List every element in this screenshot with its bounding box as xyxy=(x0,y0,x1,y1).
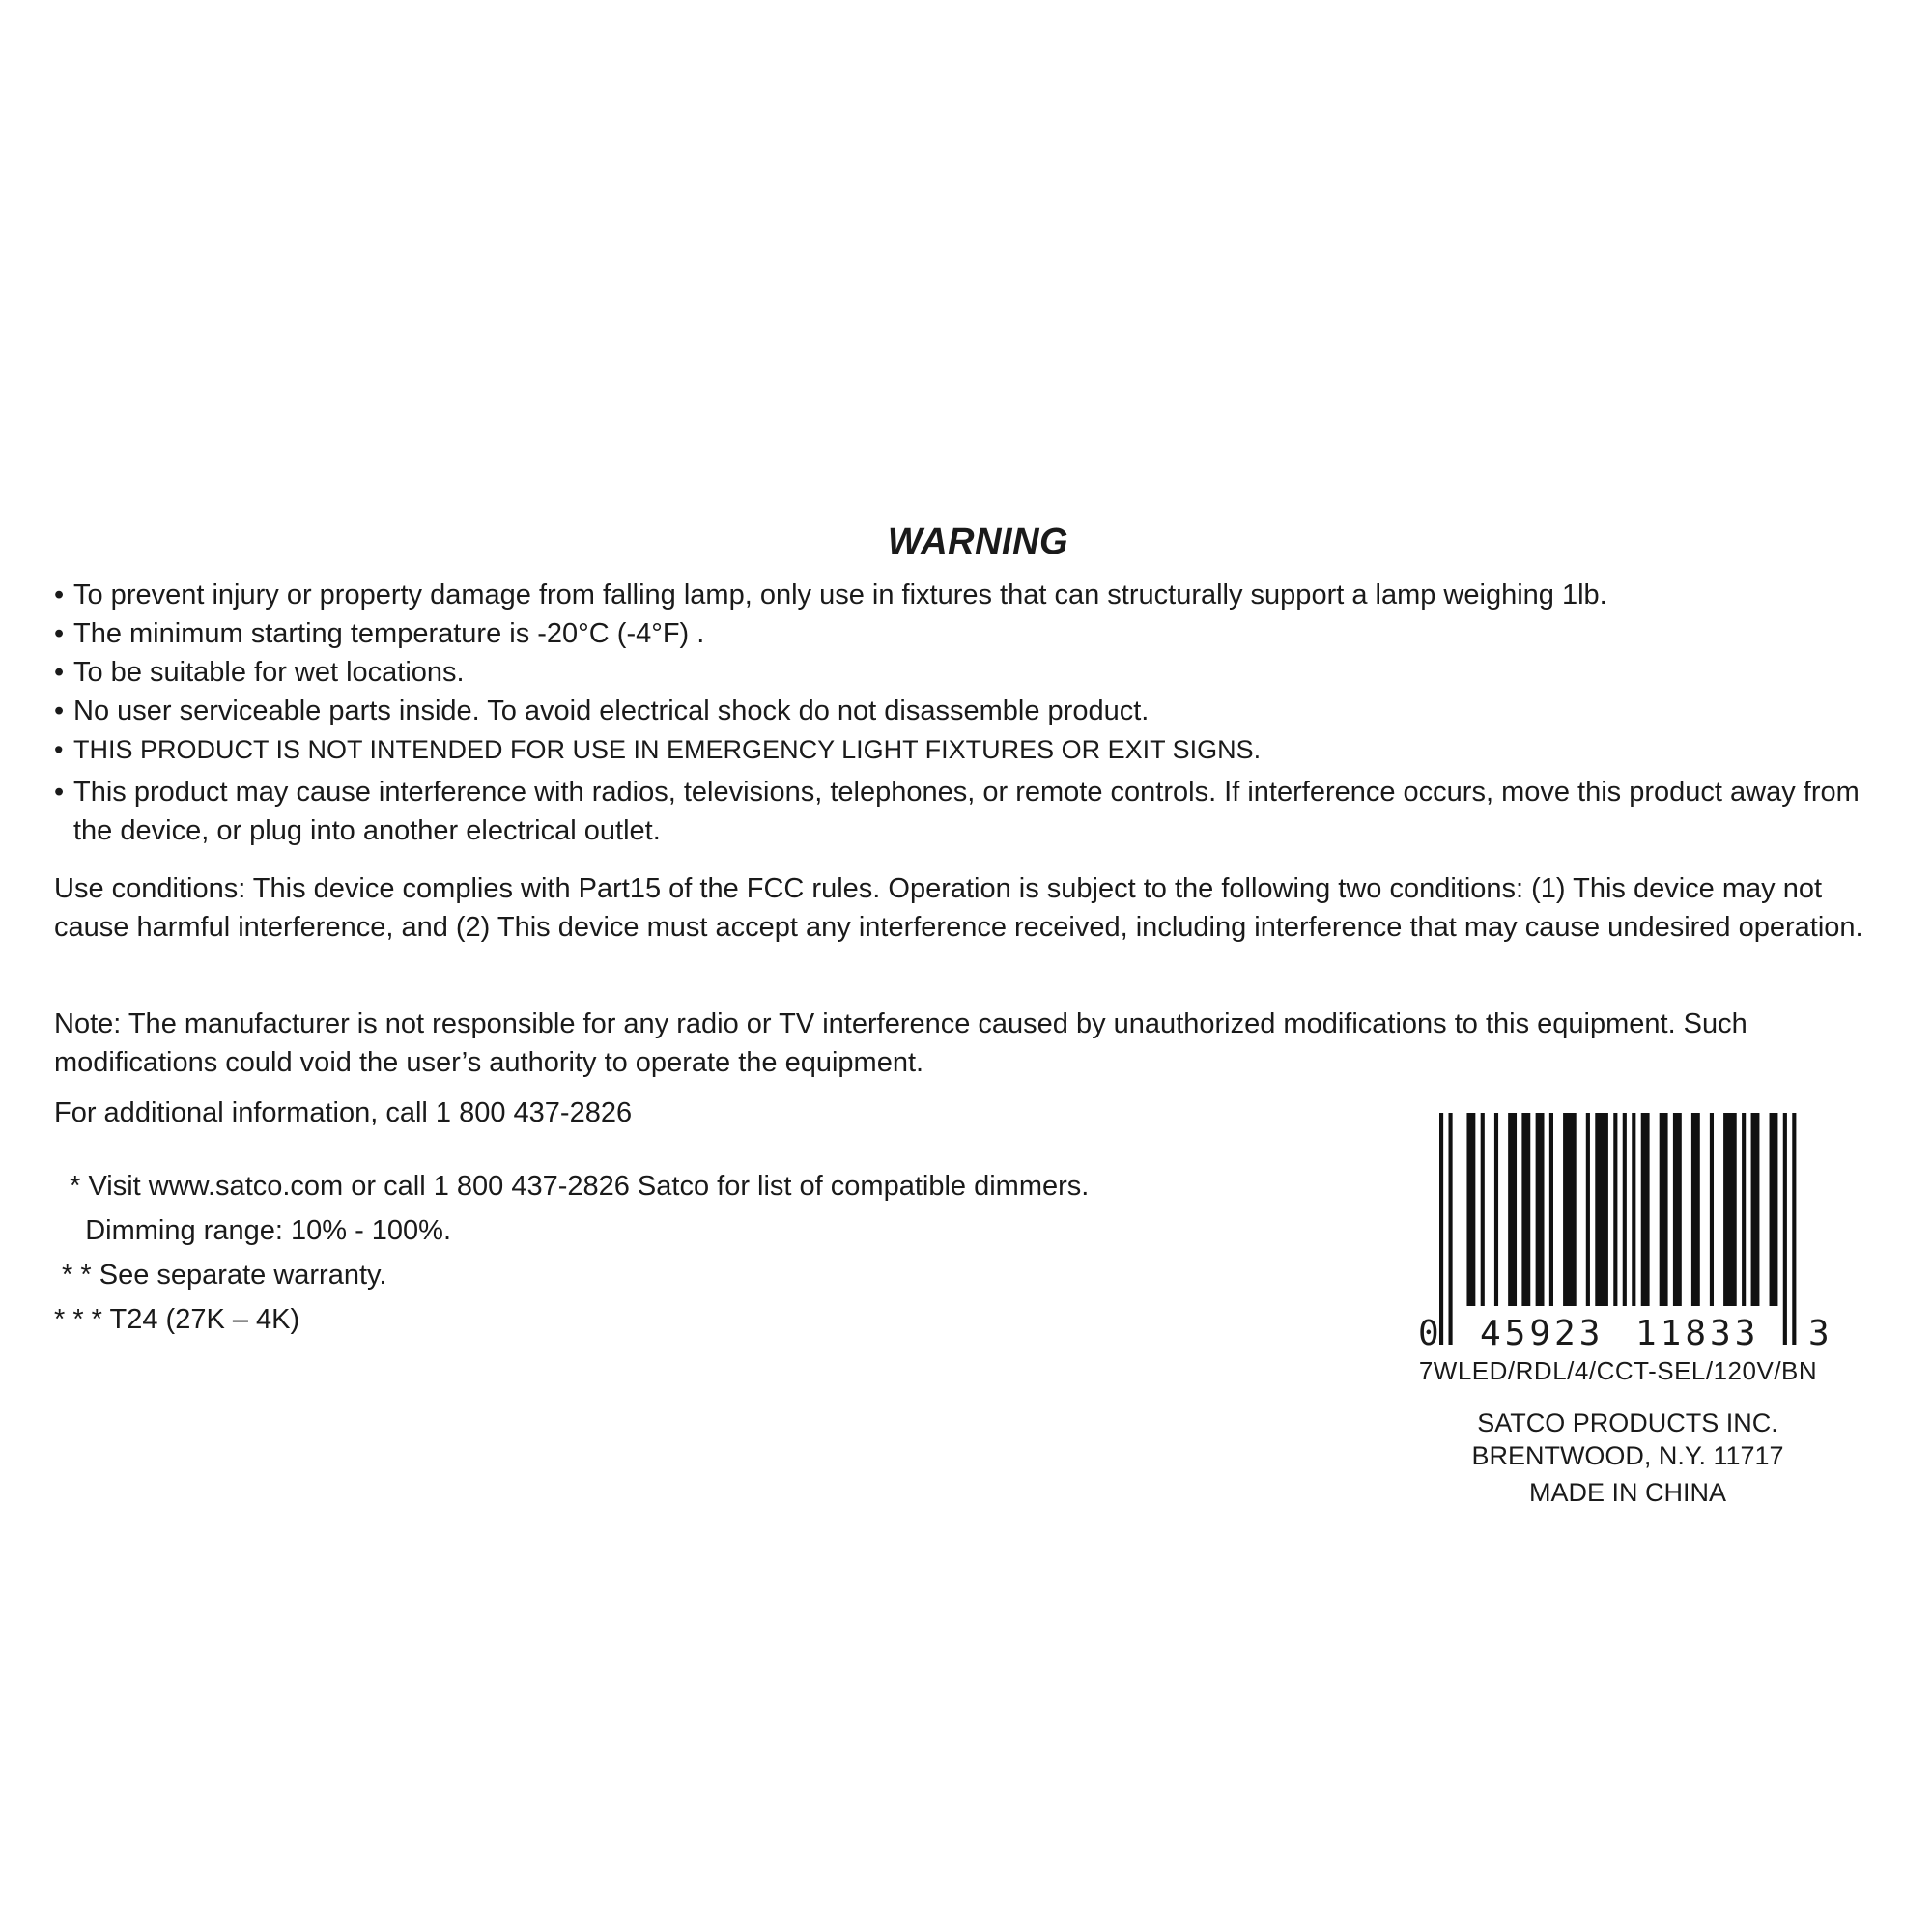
barcode-bar xyxy=(1623,1113,1627,1306)
bullet-icon: • xyxy=(54,618,65,649)
barcode-bar xyxy=(1770,1113,1778,1306)
barcode-bar xyxy=(1549,1113,1553,1306)
model-number: 7WLED/RDL/4/CCT-SEL/120V/BN xyxy=(1418,1356,1818,1385)
warning-list xyxy=(54,576,1889,850)
barcode-digit-right: 3 xyxy=(1808,1314,1830,1353)
footnotes xyxy=(54,1164,1310,1342)
barcode-bar xyxy=(1563,1113,1577,1306)
barcode-bar xyxy=(1466,1113,1475,1306)
barcode-digit-left: 0 xyxy=(1418,1314,1439,1353)
barcode-group-left: 45923 xyxy=(1480,1314,1605,1353)
footnote-t24: * * * T24 (27K – 4K) xyxy=(54,1304,300,1335)
warning-item-text: To be suitable for wet locations. xyxy=(73,657,465,688)
barcode-bar xyxy=(1595,1113,1608,1306)
footnote-warranty: * * See separate warranty. xyxy=(54,1260,387,1291)
barcode-group-right: 11833 xyxy=(1635,1314,1760,1353)
additional-info-text: For additional information, call 1 800 437-2826 xyxy=(54,1097,633,1128)
barcode-bar xyxy=(1723,1113,1737,1306)
barcode-bar xyxy=(1673,1113,1682,1306)
warning-item xyxy=(54,692,1889,730)
use-conditions-text: Use conditions: This device complies with Part15 of the FCC rules. Operation is subject to the following two conditions: (1) This device may not cause harmful interference, and (2) This device must accept any interference received, including interference that may cause undesired operation. xyxy=(54,873,1863,943)
warning-item-text: The minimum starting temperature is -20°C (-4°F) . xyxy=(73,618,705,649)
barcode-bar xyxy=(1742,1113,1746,1306)
barcode-bar xyxy=(1521,1113,1530,1306)
barcode-bar xyxy=(1641,1113,1650,1306)
barcode-bar xyxy=(1632,1113,1635,1306)
barcode-bar xyxy=(1536,1113,1545,1306)
barcode-bar xyxy=(1494,1113,1498,1306)
warning-item xyxy=(54,614,1889,653)
bullet-icon: • xyxy=(54,696,65,726)
barcode-bar xyxy=(1751,1113,1760,1306)
footnote-dimming-range: Dimming range: 10% - 100%. xyxy=(54,1215,452,1246)
warning-item-text: No user serviceable parts inside. To avoid electrical shock do not disassemble product. xyxy=(73,696,1150,726)
bullet-icon: • xyxy=(54,735,64,764)
barcode-bar xyxy=(1691,1113,1700,1306)
barcode-guard-bar xyxy=(1448,1113,1452,1345)
barcode-guard-bar xyxy=(1439,1113,1443,1345)
bullet-icon: • xyxy=(54,657,65,688)
company-name: SATCO PRODUCTS INC. xyxy=(1477,1408,1778,1437)
warning-item xyxy=(54,730,1889,769)
warning-title: WARNING xyxy=(887,522,1069,562)
barcode-bar xyxy=(1508,1113,1517,1306)
note-text: Note: The manufacturer is not responsible for any radio or TV interference caused by unauthorized modifications to this equipment. Such modifications could void the user’s authority to operate the equipment. xyxy=(54,1009,1747,1078)
company-address: BRENTWOOD, N.Y. 11717 xyxy=(1471,1441,1784,1470)
barcode-bar xyxy=(1586,1113,1590,1306)
country-of-origin: MADE IN CHINA xyxy=(1528,1478,1727,1507)
barcode-bar xyxy=(1710,1113,1714,1306)
barcode-guard-bar xyxy=(1792,1113,1796,1345)
warning-item-text: THIS PRODUCT IS NOT INTENDED FOR USE IN EMERGENCY LIGHT FIXTURES OR EXIT SIGNS. xyxy=(73,735,1262,764)
bullet-icon: • xyxy=(54,580,65,611)
warning-item xyxy=(54,773,1889,850)
company-info xyxy=(1391,1406,1864,1509)
warning-item xyxy=(54,576,1889,614)
warning-item-text: This product may cause interference with radios, televisions, telephones, or remote controls. If interference occurs, move this product away from the device, or plug into another electrical outlet. xyxy=(73,777,1860,846)
footnote-dimmers: * Visit www.satco.com or call 1 800 437-2826 Satco for list of compatible dimmers. xyxy=(54,1171,1090,1202)
warning-item xyxy=(54,653,1889,692)
bullet-icon: • xyxy=(54,777,65,808)
barcode-guard-bar xyxy=(1783,1113,1787,1345)
barcode-bar xyxy=(1613,1113,1617,1306)
barcode-bar xyxy=(1481,1113,1485,1306)
warning-item-text: To prevent injury or property damage from falling lamp, only use in fixtures that can structurally support a lamp weighing 1lb. xyxy=(73,580,1607,611)
barcode-bar xyxy=(1660,1113,1668,1306)
